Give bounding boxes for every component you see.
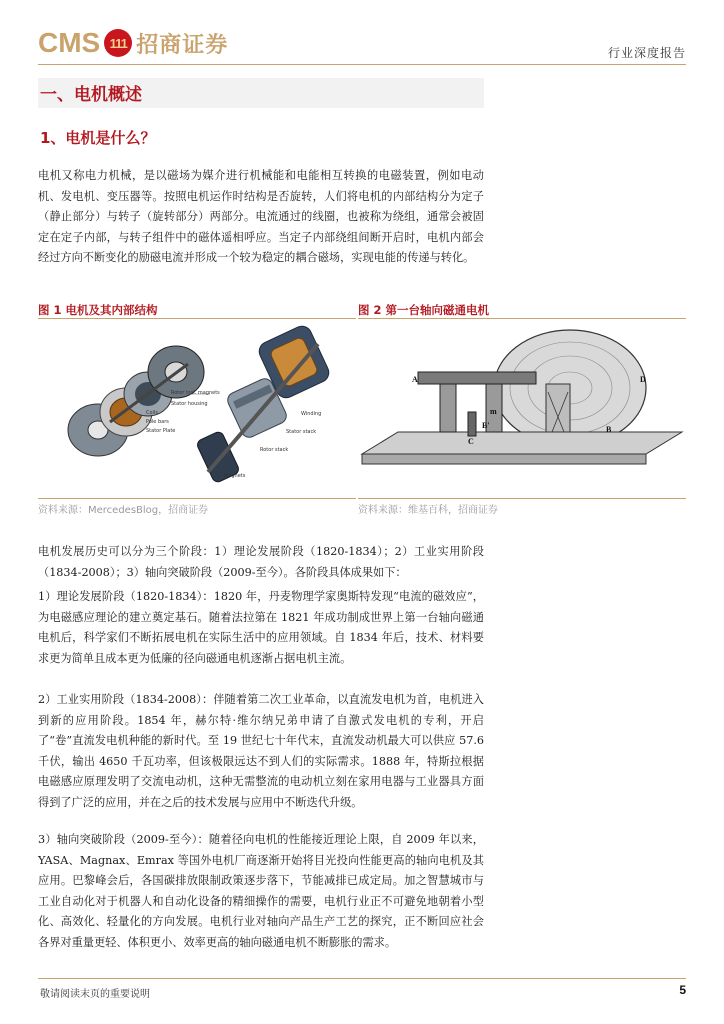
label-B: B [606, 425, 612, 434]
label-B-prime: B' [482, 421, 490, 430]
subsection-title: 1、电机是什么？ [40, 129, 156, 147]
figure-1-top-rule [38, 318, 356, 319]
label-rotor-magnets: Rotor incl. magnets [171, 390, 220, 396]
history-stage3-paragraph: 3）轴向突破阶段（2009-至今）：随着径向电机的性能接近理论上限，自 2009 年以来，YASA、Magnax、Emrax 等国外电机厂商逐渐开始将目光投向性能更高的轴向电机及其应用。巴黎峰会后，各国碳排放限制政策逐步落下，节能减排已成定局。加之智慧城市与工业自动化对于机器人和自动化设备的精细操作的需要，电机行业正不可避免地朝着小型化、高效化、轻量化的方向发展。电机行业对轴向产品生产工艺的探究，正不断回应社会各界对重量更轻、体积更小、效率更高的轴向磁通电机不断膨胀的需求。 [38, 833, 484, 949]
document-type: 行业深度报告 [607, 46, 686, 60]
label-D: D [640, 375, 646, 384]
logo-badge-icon: 111 [104, 29, 132, 57]
label-stator-stack: Stator stack [286, 429, 317, 435]
company-logo [38, 26, 228, 60]
history-stage2-paragraph: 2）工业实用阶段（1834-2008）：伴随着第二次工业革命，以直流发电机为首，电机进入到新的应用阶段。1854 年，赫尔特·维尔纳兄弟申请了自激式发电机的专利，开启了“卷”直流发电机种能的新时代。至 19 世纪七十年代末，直流发动机最大可以供应 57.6 千伏，输出 4650 千瓦功率，但该极限远达不到人们的实际需求。1888 年，特斯拉根据电磁感应原理发明了交流电动机，这种无需整流的电动机立刻在家用电器与工业器具方面得到了广泛的应用，并在之后的技术发展与应用中不断迭代升级。 [38, 693, 484, 809]
label-C: C [468, 437, 474, 446]
label-m: m [490, 407, 497, 416]
history-stage1-paragraph: 1）理论发展阶段（1820-1834）：1820 年，丹麦物理学家奥斯特发现“电流的磁效应”，为电磁感应理论的建立奠定基石。随着法拉第在 1821 年成功制成世界上第一台轴向磁通电机后，科学家们不断拓展电机在实际生活中的应用领域。自 1834 年后，技术、材料要求更为简单且成本更为低廉的径向磁通电机逐渐占据电机主流。 [38, 590, 484, 665]
label-coils: Coils [146, 410, 158, 416]
label-rotor-stack: Rotor stack [260, 447, 289, 453]
page-number: 5 [679, 983, 686, 997]
label-winding: Winding [301, 411, 322, 417]
label-stator-housing: Stator housing [171, 401, 208, 407]
figure-1-motor-exploded-illustration [38, 322, 356, 494]
section-title: 一、电机概述 [40, 85, 142, 105]
figure-1-source: 资料来源：MercedesBlog，招商证券 [38, 505, 209, 516]
figure-1-caption: 图 1 电机及其内部结构 [38, 303, 158, 317]
footer-disclaimer-note: 敬请阅读末页的重要说明 [40, 989, 150, 1000]
label-stator-plate: Stator Plate [146, 428, 176, 434]
header-divider [38, 64, 686, 65]
figure-2-faraday-axial-motor-engraving [358, 322, 686, 494]
intro-paragraph: 电机又称电力机械，是以磁场为媒介进行机械能和电能相互转换的电磁装置，例如电动机、发电机、变压器等。按照电机运作时结构是否旋转，人们将电机的内部结构分为定子（静止部分）与转子（旋转部分）两部分。电流通过的线圈，也被称为绕组，通常会被固定在定子内部，与转子组件中的磁体遥相呼应。当定子内部绕组间断开启时，电机内部会经过方向不断变化的励磁电流并形成一个较为稳定的耦合磁场，实现电能的传递与转化。 [38, 169, 484, 265]
label-A: A [412, 375, 418, 384]
footer-divider [38, 978, 686, 979]
logo-chinese: 招商证券 [136, 32, 229, 58]
history-intro-paragraph: 电机发展历史可以分为三个阶段：1）理论发展阶段（1820-1834）；2）工业实用阶段（1834-2008）；3）轴向突破阶段（2009-至今）。各阶段具体成果如下： [38, 545, 484, 579]
figure-2-source: 资料来源：维基百科，招商证券 [358, 505, 498, 516]
figure-1-bottom-rule [38, 498, 356, 499]
label-pole-bars: Pole bars [146, 419, 169, 425]
figure-2-caption: 图 2 第一台轴向磁通电机 [358, 303, 490, 317]
label-magnets: Magnets [224, 473, 246, 479]
logo-latin: CMS [38, 27, 101, 58]
rotor-stator-drawing [196, 323, 332, 484]
figure-2-bottom-rule [358, 498, 686, 499]
figure-2-top-rule [358, 318, 686, 319]
